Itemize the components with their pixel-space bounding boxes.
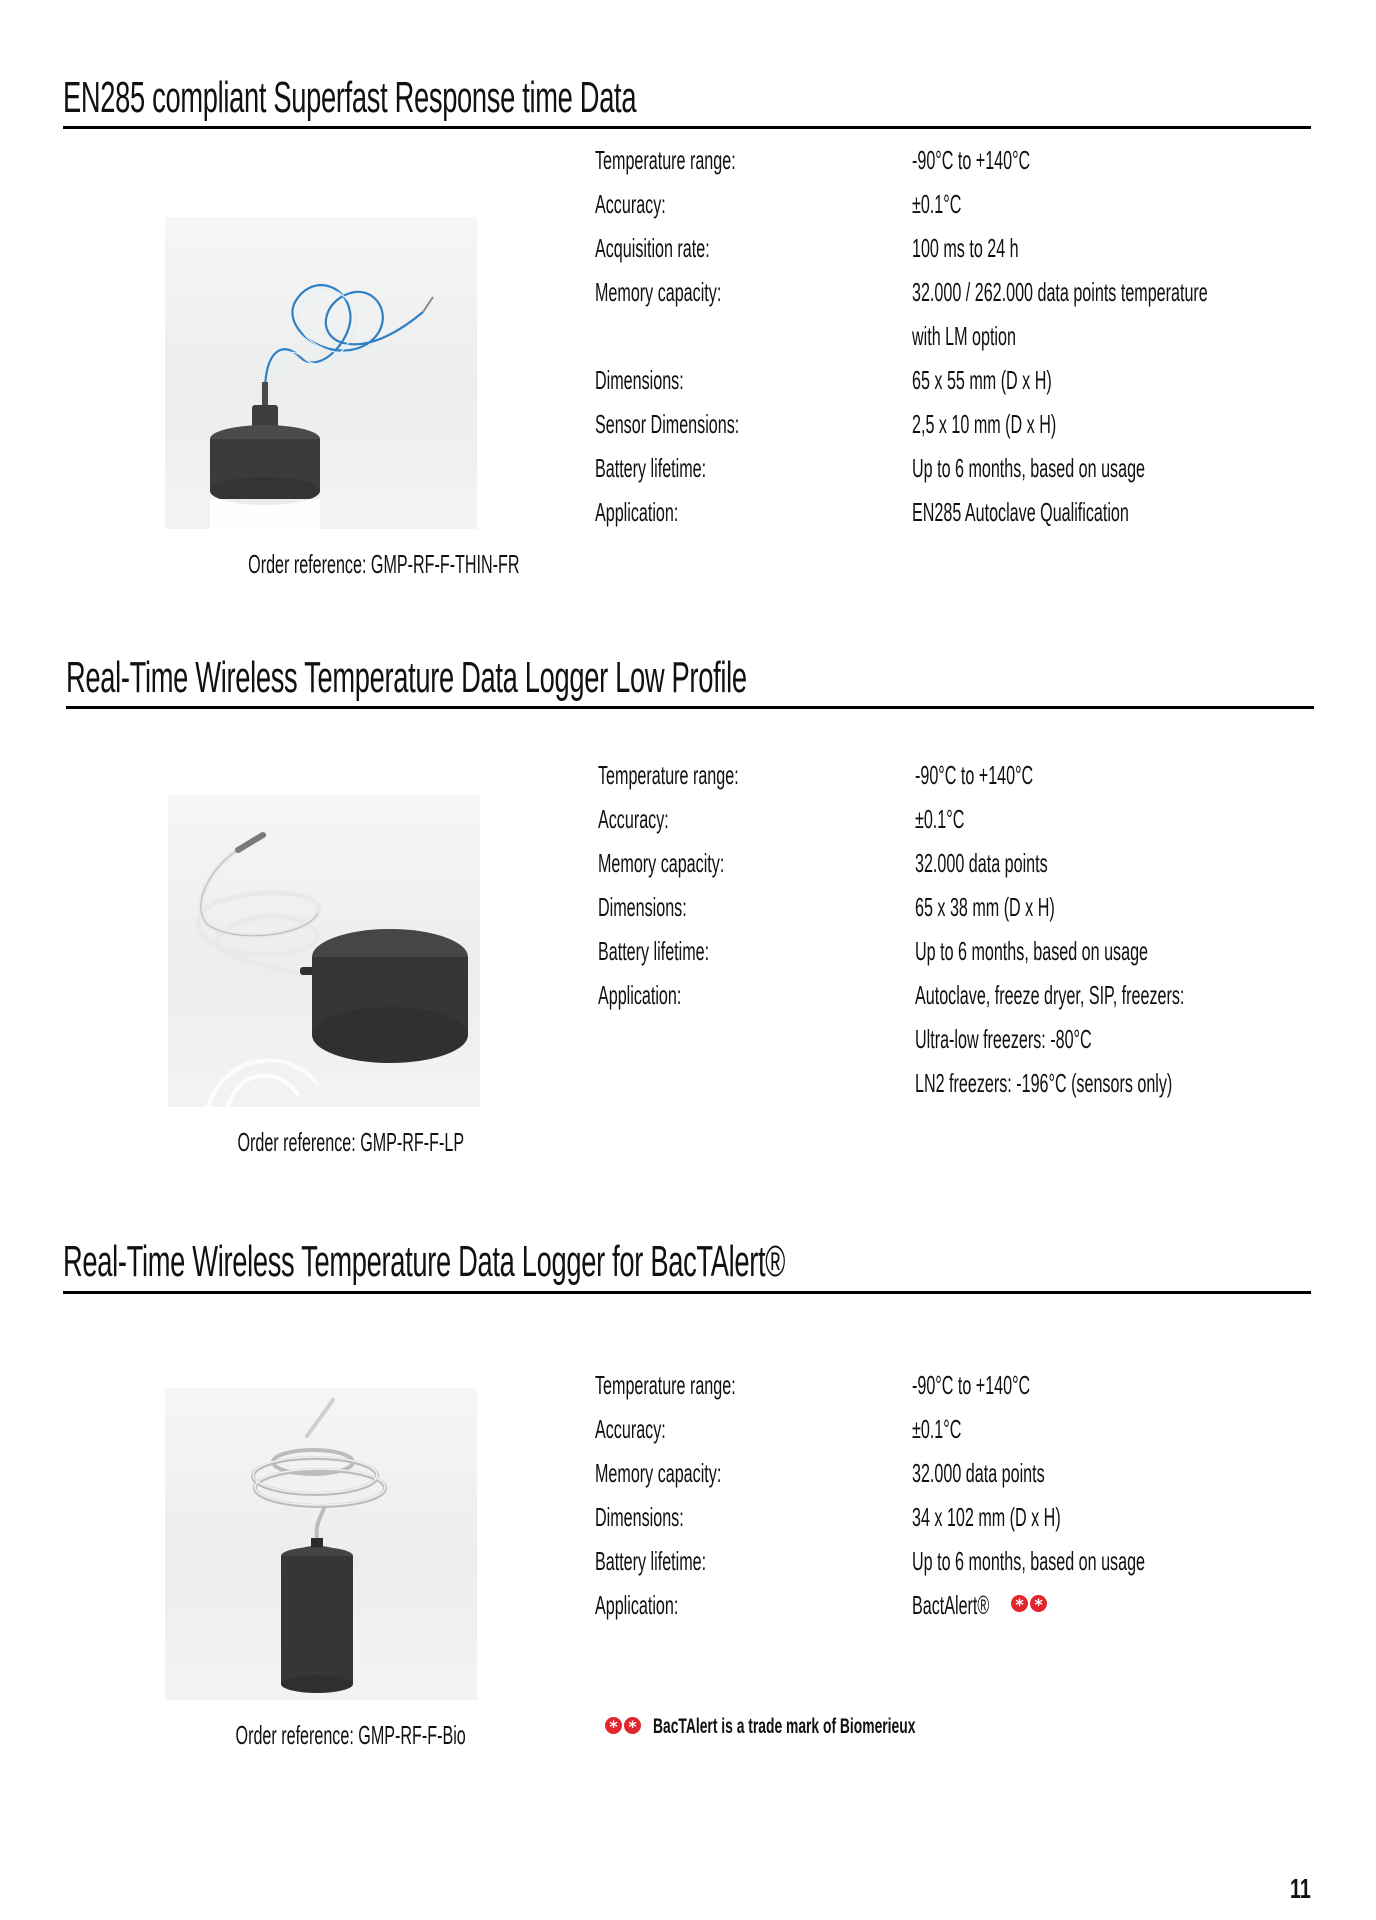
spec-label: Dimensions:: [595, 1502, 684, 1532]
spec-value: 32.000 data points: [915, 848, 1048, 878]
spec-value: BactAlert®: [912, 1590, 990, 1620]
spec-label: Battery lifetime:: [595, 453, 707, 483]
spec-label: Temperature range:: [595, 145, 736, 175]
spec-value: 2,5 x 10 mm (D x H): [912, 409, 1057, 439]
spec-value: Up to 6 months, based on usage: [912, 453, 1146, 483]
spec-value: 32.000 data points: [912, 1458, 1045, 1488]
spec-label: Sensor Dimensions:: [595, 409, 740, 439]
spec-label: Accuracy:: [598, 804, 669, 834]
trademark-footnote: * * BacTAlert is a trade mark of Biomerieux: [603, 1716, 1050, 1737]
spec-label: Dimensions:: [595, 365, 684, 395]
spec-value: -90°C to +140°C: [915, 760, 1034, 790]
spec-value: Up to 6 months, based on usage: [915, 936, 1149, 966]
spec-value: LN2 freezers: -196°C (sensors only): [915, 1068, 1173, 1098]
spec-value: ±0.1°C: [912, 189, 962, 219]
spec-label: Temperature range:: [598, 760, 739, 790]
asterisk-badge-icon: *: [1011, 1595, 1028, 1612]
section-title: EN285 compliant Superfast Response time Data: [63, 73, 637, 122]
spec-value: EN285 Autoclave Qualification: [912, 497, 1129, 527]
spec-value: Up to 6 months, based on usage: [912, 1546, 1146, 1576]
order-reference: Order reference: GMP-RF-F-LP: [237, 1127, 465, 1157]
spec-label: Memory capacity:: [595, 1458, 722, 1488]
asterisk-badge-icon: *: [1030, 1595, 1047, 1612]
spec-value: ±0.1°C: [912, 1414, 962, 1444]
spec-label: Application:: [598, 980, 682, 1010]
spec-label: Application:: [595, 1590, 679, 1620]
spec-label: Battery lifetime:: [595, 1546, 707, 1576]
spec-label: Temperature range:: [595, 1370, 736, 1400]
product-image-bio: [165, 1388, 477, 1700]
spec-label: Memory capacity:: [598, 848, 725, 878]
spec-label: Application:: [595, 497, 679, 527]
spec-value: 34 x 102 mm (D x H): [912, 1502, 1061, 1532]
order-reference: Order reference: GMP-RF-F-Bio: [235, 1720, 466, 1750]
spec-value: 65 x 55 mm (D x H): [912, 365, 1052, 395]
order-reference: Order reference: GMP-RF-F-THIN-FR: [248, 549, 520, 579]
spec-value: -90°C to +140°C: [912, 1370, 1031, 1400]
asterisk-badge-icon: *: [605, 1717, 622, 1734]
spec-value: -90°C to +140°C: [912, 145, 1031, 175]
spec-value: Autoclave, freeze dryer, SIP, freezers:: [915, 980, 1185, 1010]
spec-label: Memory capacity:: [595, 277, 722, 307]
spec-label: Acquisition rate:: [595, 233, 710, 263]
spec-label: Accuracy:: [595, 189, 666, 219]
spec-label: Dimensions:: [598, 892, 687, 922]
product-image-lp: [168, 795, 480, 1107]
spec-value: 65 x 38 mm (D x H): [915, 892, 1055, 922]
spec-label: Battery lifetime:: [598, 936, 710, 966]
spec-label: Accuracy:: [595, 1414, 666, 1444]
section-divider: [66, 706, 1314, 709]
trademark-markers: [1009, 1595, 1047, 1616]
product-image-thin-fr: [165, 217, 477, 529]
spec-value: 100 ms to 24 h: [912, 233, 1019, 263]
section-title: Real-Time Wireless Temperature Data Logger for BacTAlert®: [63, 1237, 786, 1286]
page-number: 11: [1290, 1873, 1312, 1904]
spec-value: 32.000 / 262.000 data points temperature: [912, 277, 1208, 307]
section-divider: [63, 126, 1311, 129]
spec-value: Ultra-low freezers: -80°C: [915, 1024, 1092, 1054]
spec-value: ±0.1°C: [915, 804, 965, 834]
section-divider: [63, 1291, 1311, 1294]
asterisk-badge-icon: *: [624, 1717, 641, 1734]
section-title: Real-Time Wireless Temperature Data Logger Low Profile: [66, 653, 747, 702]
spec-value: with LM option: [912, 321, 1016, 351]
